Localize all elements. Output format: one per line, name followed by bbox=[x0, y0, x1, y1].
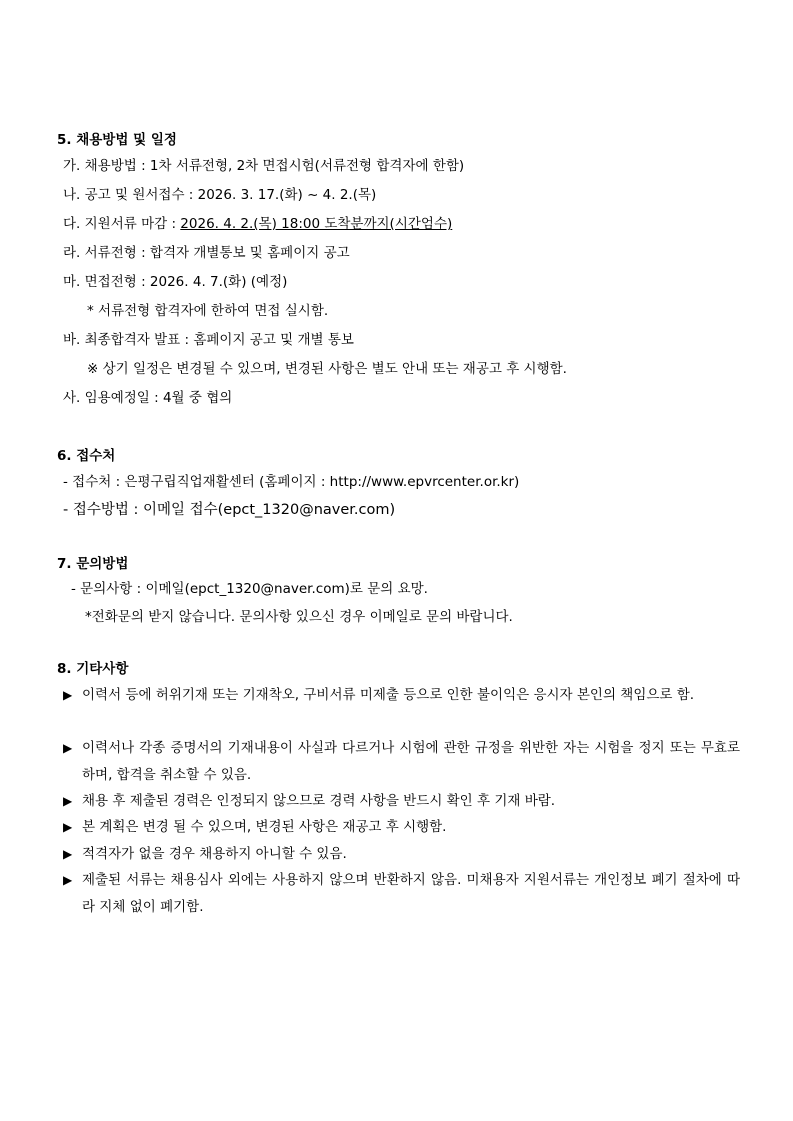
section5-heading: 5. 채용방법 및 일정 bbox=[57, 132, 177, 148]
interview-screening: 마. 면접전형 : 2026. 4. 7.(화) (예정) bbox=[63, 274, 288, 290]
note-item: 본 계획은 변경 될 수 있으며, 변경된 사항은 재공고 후 시행함. bbox=[82, 819, 447, 835]
bullet-icon: ▶ bbox=[63, 820, 73, 834]
reception-method: - 접수방법 : 이메일 접수(epct_1320@naver.com) bbox=[63, 502, 396, 518]
bullet-icon: ▶ bbox=[63, 741, 73, 755]
final-announcement: 바. 최종합격자 발표 : 홈페이지 공고 및 개별 통보 bbox=[63, 332, 354, 348]
note-item: 제출된 서류는 채용심사 외에는 사용하지 않으며 반환하지 않음. 미채용자 지원서류는 개인정보 폐기 절차에 따라 지체 없이 폐기함. bbox=[82, 872, 740, 915]
schedule-change-note: ※ 상기 일정은 변경될 수 있으며, 변경된 사항은 별도 안내 또는 재공고 후 시행함. bbox=[87, 361, 567, 377]
inquiry-email: - 문의사항 : 이메일(epct_1320@naver.com)로 문의 요망. bbox=[71, 581, 428, 597]
application-deadline bbox=[63, 215, 452, 233]
interview-note: * 서류전형 합격자에 한하여 면접 실시함. bbox=[87, 303, 329, 319]
bullet-icon: ▶ bbox=[63, 847, 73, 861]
section6-heading: 6. 접수처 bbox=[57, 448, 116, 464]
bullet-icon: ▶ bbox=[63, 873, 73, 887]
note-item: 적격자가 없을 경우 채용하지 아니할 수 있음. bbox=[82, 846, 347, 862]
section7-heading: 7. 문의방법 bbox=[57, 556, 129, 572]
application-period: 나. 공고 및 원서접수 : 2026. 3. 17.(화) ~ 4. 2.(목) bbox=[63, 187, 377, 203]
reception-place: - 접수처 : 은평구립직업재활센터 (홈페이지 : http://www.epvrcenter.or.kr) bbox=[63, 474, 520, 490]
document-screening: 라. 서류전형 : 합격자 개별통보 및 홈페이지 공고 bbox=[63, 245, 350, 261]
bullet-icon: ▶ bbox=[63, 794, 73, 808]
note-item: 이력서나 각종 증명서의 기재내용이 사실과 다르거나 시험에 관한 규정을 위반한 자는 시험을 정지 또는 무효로 하며, 합격을 취소할 수 있음. bbox=[82, 740, 740, 783]
note-item: 채용 후 제출된 경력은 인정되지 않으므로 경력 사항을 반드시 확인 후 기재 바람. bbox=[82, 793, 556, 809]
deadline-label: 다. 지원서류 마감 : bbox=[63, 216, 181, 232]
note-item: 이력서 등에 허위기재 또는 기재착오, 구비서류 미제출 등으로 인한 불이익은 응시자 본인의 책임으로 함. bbox=[82, 687, 695, 703]
phone-note: *전화문의 받지 않습니다. 문의사항 있으신 경우 이메일로 문의 바랍니다. bbox=[85, 609, 513, 625]
section8-heading: 8. 기타사항 bbox=[57, 661, 129, 677]
bullet-icon: ▶ bbox=[63, 688, 73, 702]
appointment-date: 사. 임용예정일 : 4월 중 협의 bbox=[63, 390, 233, 406]
recruit-method: 가. 채용방법 : 1차 서류전형, 2차 면접시험(서류전형 합격자에 한함) bbox=[63, 158, 465, 174]
deadline-value: 2026. 4. 2.(목) 18:00 도착분까지(시간엄수) bbox=[180, 216, 453, 232]
